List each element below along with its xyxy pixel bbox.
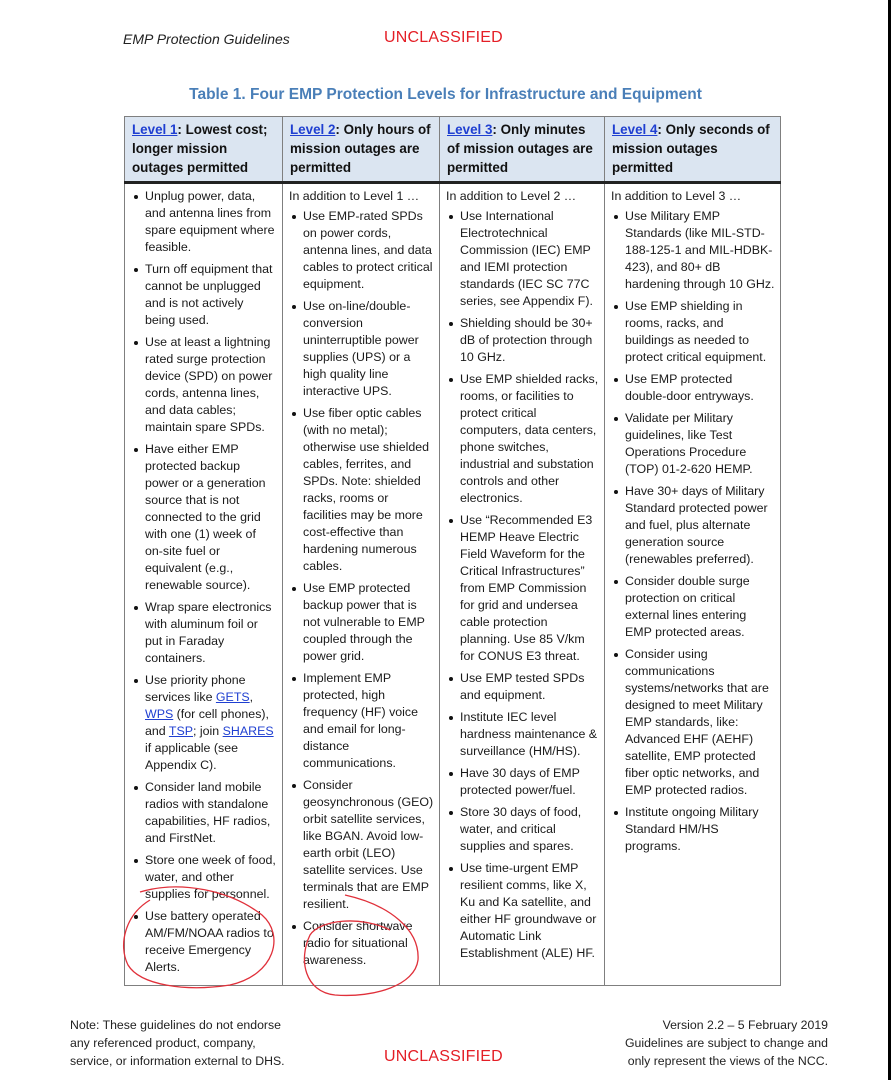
level-4-intro: In addition to Level 3 … xyxy=(611,189,742,203)
list-item: Use battery operated AM/FM/NOAA radios to receive Emergency Alerts. xyxy=(131,908,277,976)
header-level-2: Level 2: Only hours of mission outages are permitted xyxy=(283,117,440,183)
list-item: Institute ongoing Military Standard HM/HS programs. xyxy=(611,804,775,855)
level-1-list xyxy=(131,188,277,976)
list-item: Consider geosynchronous (GEO) orbit satellite services, like BGAN. Avoid low-earth orbit (LEO) satellite services. Use terminals that are EMP resilient. xyxy=(289,777,434,913)
footer-disclaimer: Note: These guidelines do not endorse any referenced product, company, service, or information external to DHS. xyxy=(70,1018,285,1068)
list-item: Consider land mobile radios with standalone capabilities, HF radios, and FirstNet. xyxy=(131,779,277,847)
list-item: Use EMP protected backup power that is not vulnerable to EMP coupled through the power grid. xyxy=(289,580,434,665)
level-2-list xyxy=(289,208,434,969)
list-item: Validate per Military guidelines, like Test Operations Procedure (TOP) 01-2-620 HEMP. xyxy=(611,410,775,478)
list-item: Use time-urgent EMP resilient comms, like X, Ku and Ka satellite, and either HF groundwave or Automatic Link Establishment (ALE) HF. xyxy=(446,860,599,962)
table-caption: Table 1. Four EMP Protection Levels for Infrastructure and Equipment xyxy=(189,86,702,103)
list-item: Use EMP shielding in rooms, racks, and buildings as needed to protect critical equipment. xyxy=(611,298,775,366)
list-item: Implement EMP protected, high frequency (HF) voice and email for long-distance communications. xyxy=(289,670,434,772)
footer-version-info: Version 2.2 – 5 February 2019 Guidelines are subject to change and only represent the views of the NCC. xyxy=(624,1018,828,1068)
list-item: Unplug power, data, and antenna lines from spare equipment where feasible. xyxy=(131,188,277,256)
list-item: Have 30 days of EMP protected power/fuel. xyxy=(446,765,599,799)
list-item: Use International Electrotechnical Commission (IEC) EMP and IEMI protection standards (IEC SC 77C series, see Appendix F). xyxy=(446,208,599,310)
list-item: Consider shortwave radio for situational awareness. xyxy=(289,918,434,969)
table-header-row xyxy=(125,117,781,183)
level-1-cell xyxy=(125,183,283,986)
classification-marking-top: UNCLASSIFIED xyxy=(384,29,503,46)
list-item: Institute IEC level hardness maintenance & surveillance (HM/HS). xyxy=(446,709,599,760)
list-item: Use EMP shielded racks, rooms, or facilities to protect critical computers, data centers, phone switches, industrial and substation controls and other electronics. xyxy=(446,371,599,507)
wps-link[interactable]: WPS xyxy=(145,707,174,721)
header-level-4: Level 4: Only seconds of mission outages permitted xyxy=(605,117,781,183)
level-3-cell xyxy=(440,183,605,986)
level-1-link[interactable]: Level 1 xyxy=(132,122,178,137)
table-body-row xyxy=(125,183,781,986)
level-3-link[interactable]: Level 3 xyxy=(447,122,493,137)
level-4-cell xyxy=(605,183,781,986)
list-item: Shielding should be 30+ dB of protection through 10 GHz. xyxy=(446,315,599,366)
level-4-list xyxy=(611,208,775,855)
list-item-priority-services: Use priority phone services like GETS, WPS (for cell phones), and TSP; join SHARES if applicable (see Appendix C). xyxy=(131,672,277,774)
level-4-link[interactable]: Level 4 xyxy=(612,122,658,137)
list-item: Use “Recommended E3 HEMP Heave Electric Field Waveform for the Critical Infrastructures” from EMP Commission for grid and undersea cable protection planning. Use 85 V/km for CONUS E3 threat. xyxy=(446,512,599,665)
list-item: Consider double surge protection on critical external lines entering EMP protected areas. xyxy=(611,573,775,641)
level-3-intro: In addition to Level 2 … xyxy=(446,189,577,203)
level-2-cell xyxy=(283,183,440,986)
list-item: Use on-line/double-conversion uninterruptible power supplies (UPS) or a high quality line interactive UPS. xyxy=(289,298,434,400)
list-item: Use EMP tested SPDs and equipment. xyxy=(446,670,599,704)
list-item: Use EMP protected double-door entryways. xyxy=(611,371,775,405)
list-item: Wrap spare electronics with aluminum foil or put in Faraday containers. xyxy=(131,599,277,667)
list-item: Use fiber optic cables (with no metal); otherwise use shielded cables, ferrites, and SPDs. Note: shielded racks, rooms or facilities may be more cost-effective than hardening numerous cables. xyxy=(289,405,434,575)
list-item: Consider using communications systems/networks that are designed to meet Military EMP standards, like: Advanced EHF (AEHF) satellite, EMP protected fiber optic networks, and EMP protected radios. xyxy=(611,646,775,799)
list-item: Turn off equipment that cannot be unplugged and is not actively being used. xyxy=(131,261,277,329)
list-item: Have 30+ days of Military Standard protected power and fuel, plus alternate generation source (renewables preferred). xyxy=(611,483,775,568)
list-item: Store one week of food, water, and other supplies for personnel. xyxy=(131,852,277,903)
level-2-intro: In addition to Level 1 … xyxy=(289,189,420,203)
tsp-link[interactable]: TSP xyxy=(168,724,194,738)
level-2-link[interactable]: Level 2 xyxy=(290,122,336,137)
classification-marking-bottom: UNCLASSIFIED xyxy=(384,1048,503,1065)
list-item: Store 30 days of food, water, and critical supplies and spares. xyxy=(446,804,599,855)
header-level-3: Level 3: Only minutes of mission outages are permitted xyxy=(440,117,605,183)
header-level-1: Level 1: Lowest cost; longer mission outages permitted xyxy=(125,117,283,183)
list-item: Use EMP-rated SPDs on power cords, antenna lines, and data cables to protect critical equipment. xyxy=(289,208,434,293)
list-item: Have either EMP protected backup power or a generation source that is not connected to the grid with one (1) week of on-site fuel or equivalent (e.g., renewable source). xyxy=(131,441,277,594)
emp-protection-levels-table xyxy=(124,116,781,986)
document-header-title: EMP Protection Guidelines xyxy=(123,31,290,47)
list-item: Use Military EMP Standards (like MIL-STD-188-125-1 and MIL-HDBK-423), and 80+ dB hardening through 10 GHz. xyxy=(611,208,775,293)
list-item: Use at least a lightning rated surge protection device (SPD) on power cords, antenna lines, and data cables; maintain spare SPDs. xyxy=(131,334,277,436)
level-3-list xyxy=(446,208,599,962)
shares-link[interactable]: SHARES xyxy=(222,724,274,738)
gets-link[interactable]: GETS xyxy=(215,690,250,704)
